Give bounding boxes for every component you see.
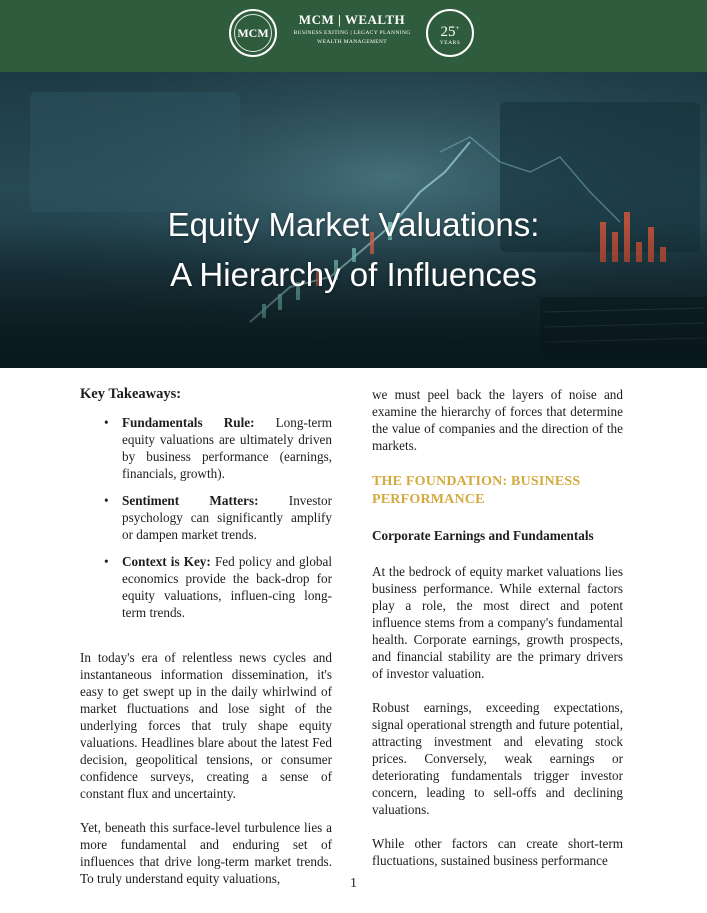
- logo-initials: MCM: [234, 14, 272, 52]
- hero-banner: [0, 72, 707, 368]
- key-takeaway-label: Fundamentals Rule:: [122, 415, 255, 430]
- section-heading: THE FOUNDATION: BUSINESS PERFORMANCE: [372, 474, 581, 507]
- key-takeaway-text: Investor psychology can significantly amplify or dampen market trends.: [122, 493, 333, 542]
- brand-name: MCM | WEALTH: [298, 12, 406, 27]
- bullet-icon: •: [104, 493, 109, 508]
- body-paragraph-2-end: we must peel back the layers of noise and examine the hierarchy of forces that determine the value of companies and the direction of the markets.: [372, 387, 623, 453]
- page-number: 1: [350, 876, 357, 891]
- key-takeaway-text: Fed policy and global economics provide the back-drop for equity valuations, influen-cing long-term trends.: [122, 554, 333, 620]
- mcm-logo: [229, 9, 277, 57]
- bullet-icon: •: [104, 554, 109, 569]
- anniversary-badge: [426, 9, 474, 57]
- body-paragraph-2-start: Yet, beneath this surface-level turbulence lies a more fundamental and enduring set of influences that drive long-term market trends. To truly understand equity valuations,: [80, 820, 332, 886]
- body-paragraph-3: At the bedrock of equity market valuations lies business performance. While external factors play a role, the most direct and potent influence stems from a company's fundamental health. Corporate earnings, growth prospects, and financial stability are the primary drivers of investor valuation.: [372, 564, 623, 681]
- body-paragraph-1: In today's era of relentless news cycles and instantaneous information dissemination, it's easy to get swept up in the daily whirlwind of market fluctuations and lose sight of the underlying forces that truly shape equity valuations. Headlines blare about the latest Fed decision, geopolitical tensions, or consumer confidence surveys, creating a sense of constant flux and uncertainty.: [80, 650, 332, 801]
- brand-tagline-2: WEALTH MANAGEMENT: [317, 39, 387, 45]
- key-takeaways-heading: Key Takeaways:: [80, 386, 182, 402]
- brand-block: [282, 12, 422, 46]
- bullet-icon: •: [104, 415, 109, 430]
- body-paragraph-5: While other factors can create short-term fluctuations, sustained business performance: [372, 836, 623, 868]
- blurred-monitor-left: [30, 92, 240, 212]
- badge-number: 25+: [440, 24, 460, 40]
- hero-title: [0, 200, 707, 300]
- brand-tagline-1: BUSINESS EXITING | LEGACY PLANNING: [293, 30, 411, 36]
- key-takeaway-label: Context is Key:: [122, 554, 211, 569]
- key-takeaway-item: [104, 414, 332, 482]
- header-band: [0, 0, 707, 72]
- sub-heading: Corporate Earnings and Fundamentals: [372, 528, 594, 543]
- hero-title-line-2: A Hierarchy of Influences: [170, 256, 537, 293]
- key-takeaway-item: [104, 492, 333, 543]
- key-takeaway-text: Long-term equity valuations are ultimately driven by business performance (earnings, financials, growth).: [122, 415, 332, 481]
- key-takeaway-label: Sentiment Matters:: [122, 493, 259, 508]
- badge-label: YEARS: [439, 40, 461, 46]
- hero-title-line-1: Equity Market Valuations:: [167, 206, 540, 243]
- left-column: [80, 386, 332, 887]
- body-paragraph-4: Robust earnings, exceeding expectations, signal operational strength and future potential, attracting investment and elevating stock prices. Conversely, weak earnings or deteriorating fundamentals trigger investor concern, leading to sell-offs and declining valuations.: [372, 700, 623, 817]
- key-takeaways-list: [80, 414, 332, 621]
- right-column: [372, 386, 623, 869]
- key-takeaway-item: [104, 553, 333, 621]
